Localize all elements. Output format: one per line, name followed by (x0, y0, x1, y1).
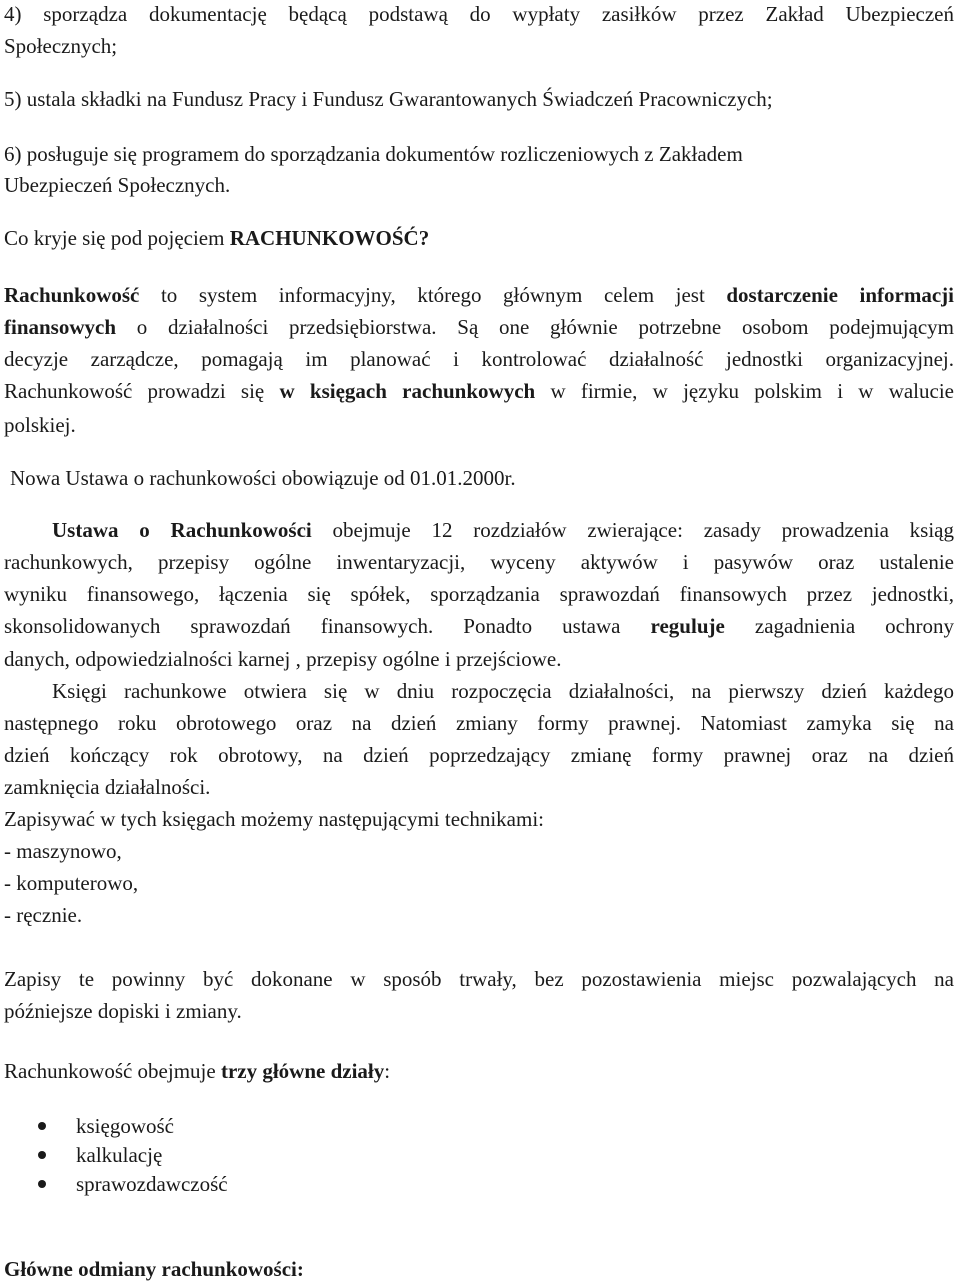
records-line-2: późniejsze dopiski i zmiany. (4, 999, 242, 1023)
technique-item: - ręcznie. (4, 903, 83, 927)
law-desc-line-1: Ustawa o Rachunkowości obejmuje 12 rozdziałów zwierające: zasady prowadzenia ksiąg (52, 518, 954, 542)
technique-item: - maszynowo, (4, 839, 122, 863)
item-6-line-1: 6) posługuje się programem do sporządzania dokumentów rozliczeniowych z Zakładem (4, 142, 743, 166)
books-line-4: zamknięcia działalności. (4, 775, 211, 799)
definition-line-2: finansowych o działalności przedsiębiorstwa. Są one głównie potrzebne osobom podejmującym (4, 315, 954, 339)
law-desc-line-4: skonsolidowanych sprawozdań finansowych. Ponadto ustawa reguluje zagadnienia ochrony (4, 614, 954, 638)
books-line-1: Księgi rachunkowe otwiera się w dniu rozpoczęcia działalności, na pierwszy dzień każdego (52, 679, 954, 703)
division-item: księgowość (76, 1114, 174, 1138)
question-heading: Co kryje się pod pojęciem RACHUNKOWOŚĆ? (4, 226, 430, 250)
bullet-icon (38, 1180, 46, 1188)
division-item: kalkulację (76, 1143, 163, 1167)
definition-line-1: Rachunkowość to system informacyjny, którego głównym celem jest dostarczenie informacji (4, 283, 954, 307)
item-4-line-1: 4) sporządza dokumentację będącą podstawą do wypłaty zasiłków przez Zakład Ubezpieczeń (4, 2, 954, 26)
technique-item: - komputerowo, (4, 871, 139, 895)
law-desc-line-3: wyniku finansowego, łączenia się spółek, sporządzania sprawozdań finansowych przez jednostki, (4, 582, 954, 606)
question-keyword: RACHUNKOWOŚĆ? (229, 226, 430, 250)
item-4-line-2: Społecznych; (4, 34, 118, 58)
bullet-icon (38, 1122, 46, 1130)
books-line-3: dzień kończący rok obrotowy, na dzień poprzedzający zmianę formy prawnej oraz na dzień (4, 743, 954, 767)
item-6-line-2: Ubezpieczeń Społecznych. (4, 173, 231, 197)
bullet-icon (38, 1151, 46, 1159)
varieties-heading: Główne odmiany rachunkowości: (4, 1257, 304, 1281)
item-5: 5) ustala składki na Fundusz Pracy i Fundusz Gwarantowanych Świadczeń Pracowniczych; (4, 87, 773, 111)
techniques-intro: Zapisywać w tych księgach możemy następującymi technikami: (4, 807, 544, 831)
divisions-bold: trzy główne działy (220, 1059, 385, 1083)
definition-line-5: polskiej. (4, 413, 76, 437)
records-line-1: Zapisy te powinny być dokonane w sposób trwały, bez pozostawienia miejsc pozwalających na (4, 967, 954, 991)
books-line-2: następnego roku obrotowego oraz na dzień zmiany formy prawnej. Natomiast zamyka się na (4, 711, 954, 735)
law-desc-line-2: rachunkowych, przepisy ogólne inwentaryzacji, wyceny aktywów i pasywów oraz ustalenie (4, 550, 954, 574)
division-item: sprawozdawczość (76, 1172, 228, 1196)
definition-line-4: Rachunkowość prowadzi się w księgach rachunkowych w firmie, w języku polskim i w walucie (4, 379, 954, 403)
law-desc-line-5: danych, odpowiedzialności karnej , przepisy ogólne i przejściowe. (4, 647, 562, 671)
definition-line-3: decyzje zarządcze, pomagają im planować i kontrolować działalność jednostki organizacyjnej. (4, 347, 954, 371)
law-note: Nowa Ustawa o rachunkowości obowiązuje od 01.01.2000r. (10, 466, 516, 490)
divisions-intro: Rachunkowość obejmuje trzy główne działy: (4, 1059, 391, 1083)
